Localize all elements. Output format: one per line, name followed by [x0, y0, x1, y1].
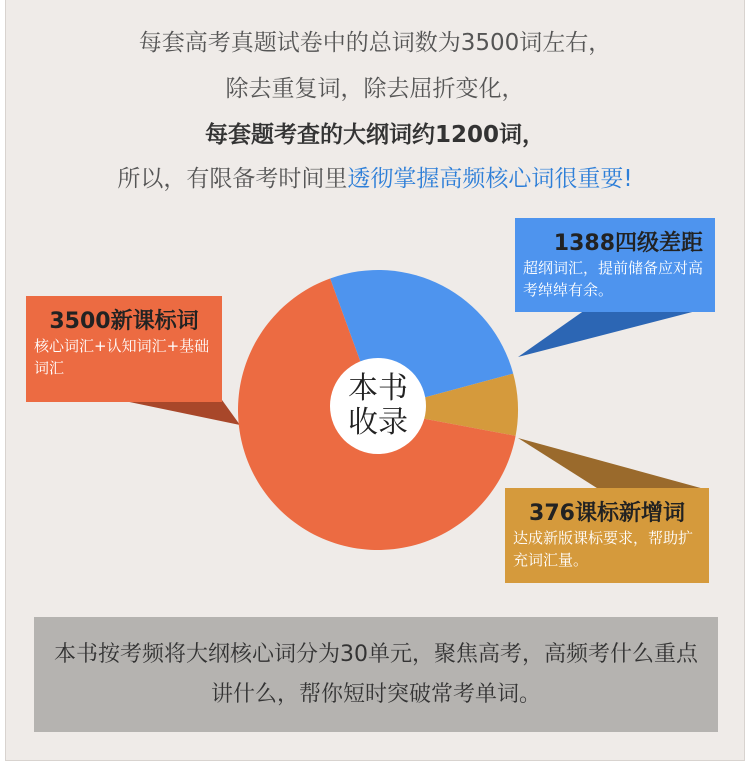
intro-line-1: 每套高考真题试卷中的总词数为3500词左右，: [138, 30, 612, 56]
callout-3500-desc: 核心词汇+认知词汇+基础词汇: [34, 337, 210, 377]
intro-line-2: 除去重复词，除去屈折变化，: [225, 76, 525, 102]
pie-center-label-2: 收录: [348, 405, 408, 440]
callout-376-title: 376课标新增词: [529, 501, 685, 526]
pointer-3500: [120, 400, 240, 425]
callout-3500: [26, 296, 222, 402]
callout-1388-title: 1388四级差距: [553, 231, 703, 256]
intro-line-4-highlight: 透彻掌握高频核心词很重要: [347, 166, 624, 192]
intro-line-4-suffix: !: [623, 166, 633, 192]
callout-3500-title: 3500新课标词: [49, 309, 199, 334]
callout-1388-desc: 超纲词汇，提前储备应对高考绰绰有余。: [523, 259, 704, 299]
summary-box: 本书按考频将大纲核心词分为30单元，聚焦高考，高频考什么重点讲什么，帮你短时突破常考单词。: [34, 617, 718, 732]
pointer-376: [518, 438, 708, 490]
intro-line-4-prefix: 所以，有限备考时间里: [117, 166, 348, 192]
pie-center-label-1: 本书: [348, 371, 408, 406]
callout-376-desc: 达成新版课标要求，帮助扩充词汇量。: [513, 529, 694, 569]
callout-1388: [515, 218, 715, 312]
pointer-1388: [518, 310, 700, 357]
callout-376: [505, 488, 709, 583]
intro-line-3: 每套题考查的大纲词约1200词，: [204, 122, 545, 148]
